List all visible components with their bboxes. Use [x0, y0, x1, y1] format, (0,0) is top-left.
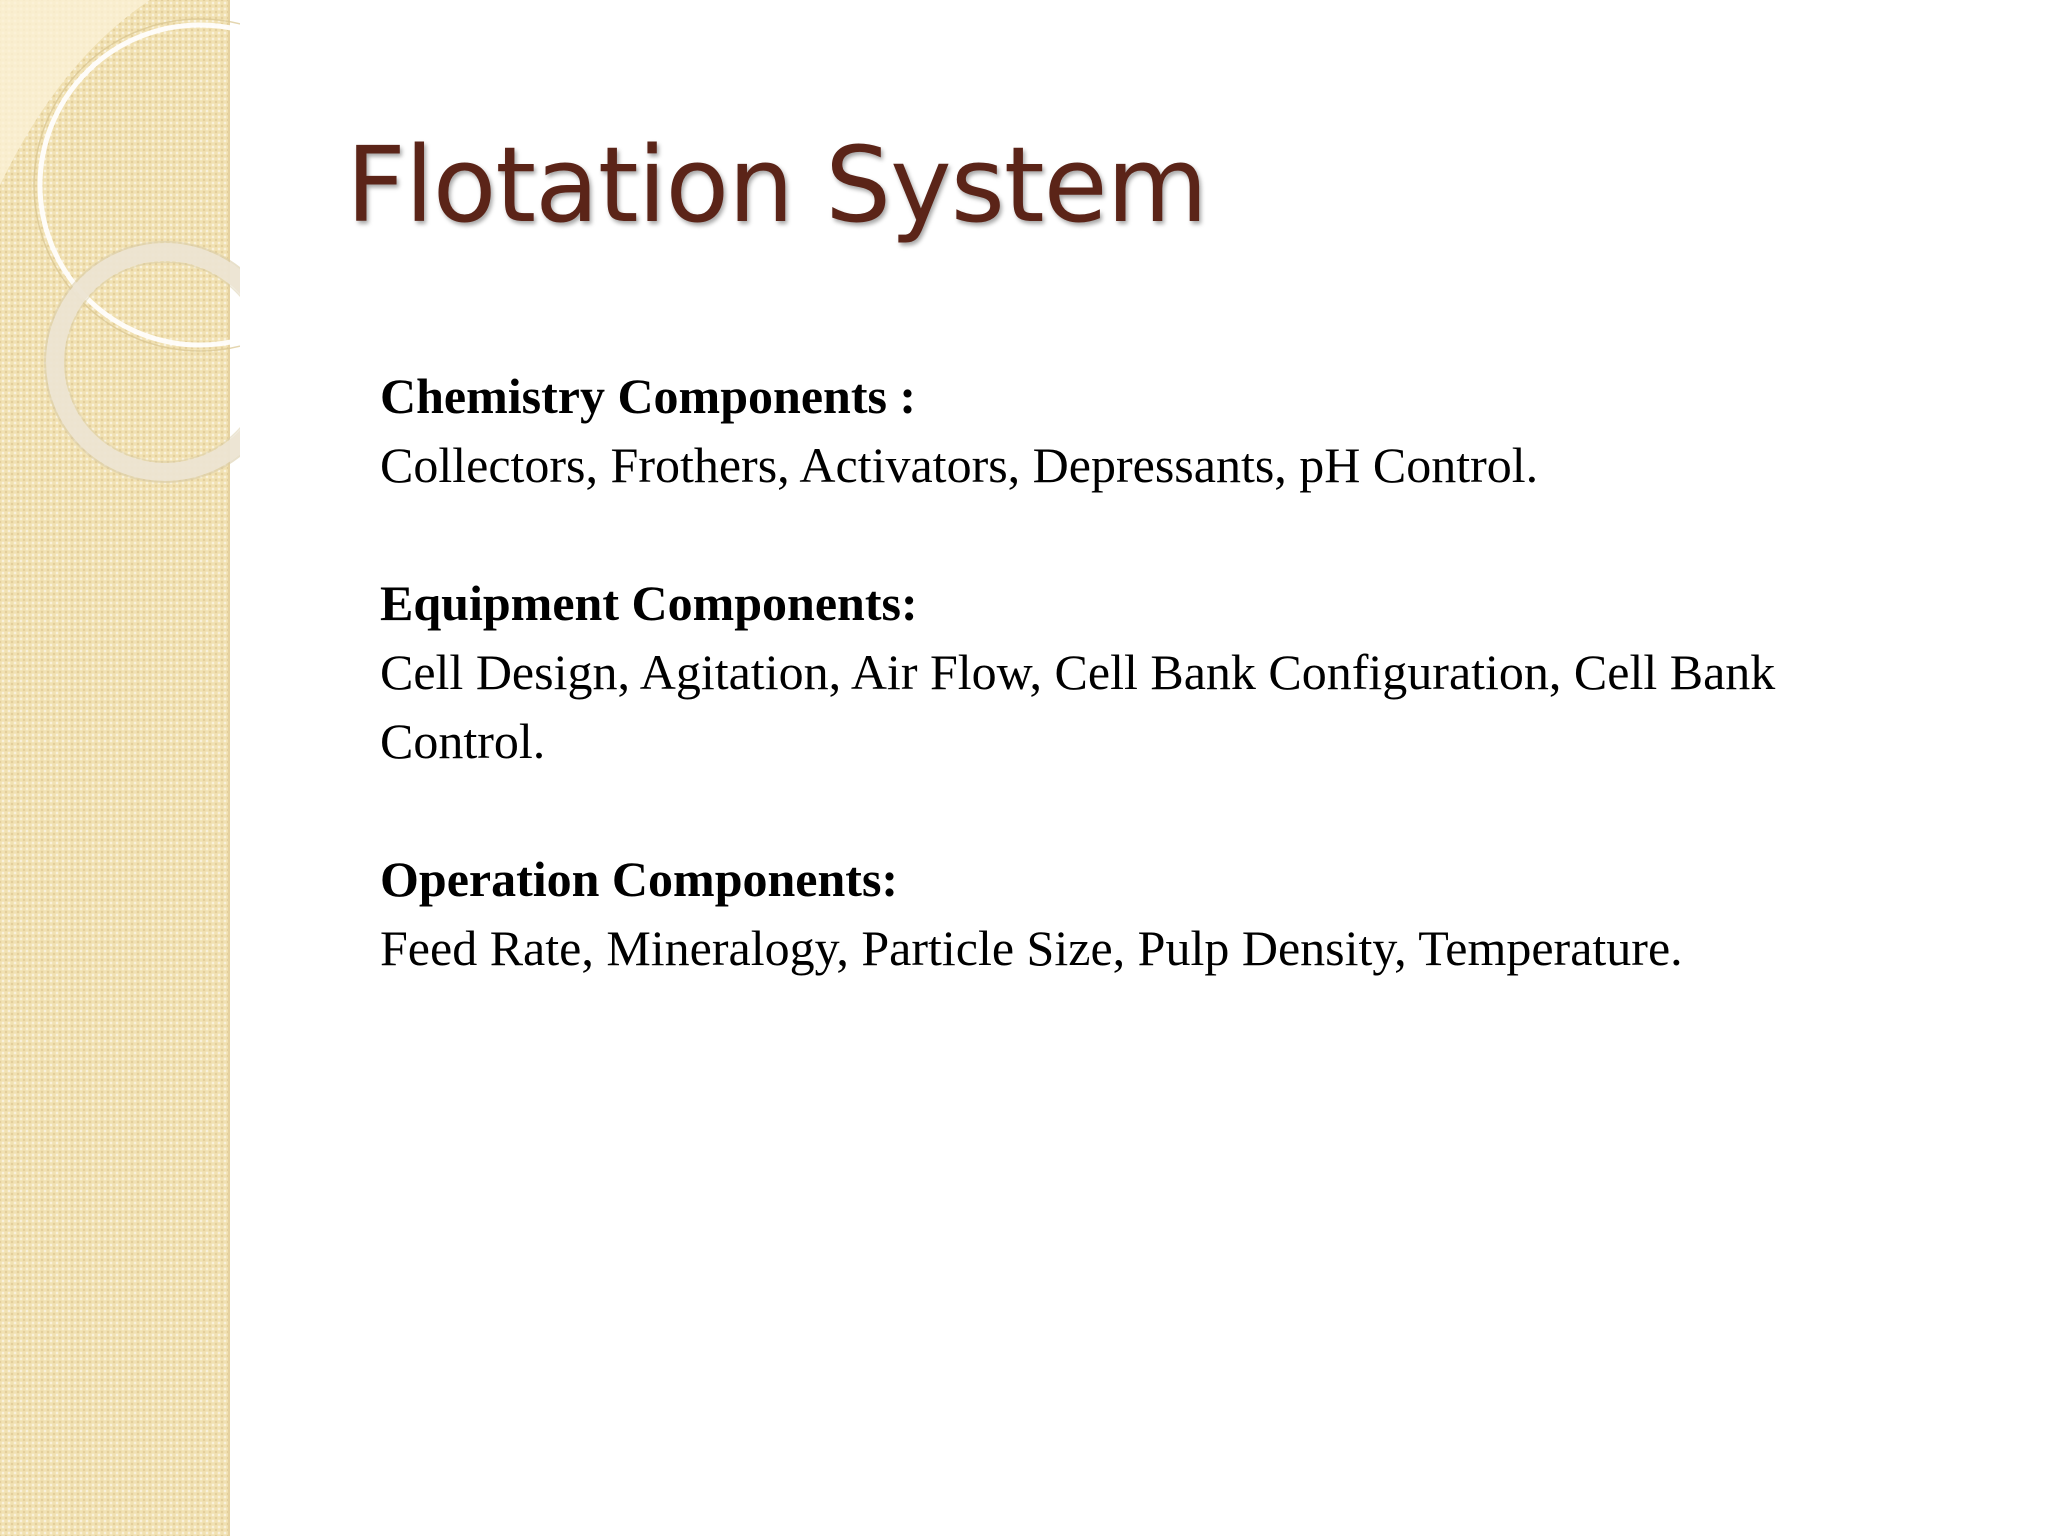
equipment-heading: Equipment Components: [380, 575, 918, 631]
equipment-section [380, 569, 1880, 776]
slide-body [380, 362, 1880, 1052]
decorative-rings [0, 0, 240, 500]
equipment-text: Cell Design, Agitation, Air Flow, Cell Bank Configuration, Cell Bank Control. [380, 644, 1776, 769]
operation-section [380, 845, 1880, 983]
operation-text: Feed Rate, Mineralogy, Particle Size, Pulp Density, Temperature. [380, 920, 1683, 976]
slide-title: Flotation System [346, 124, 1207, 246]
chemistry-heading: Chemistry Components : [380, 368, 917, 424]
chemistry-text: Collectors, Frothers, Activators, Depressants, pH Control. [380, 437, 1539, 493]
chemistry-section [380, 362, 1880, 500]
operation-heading: Operation Components: [380, 851, 899, 907]
